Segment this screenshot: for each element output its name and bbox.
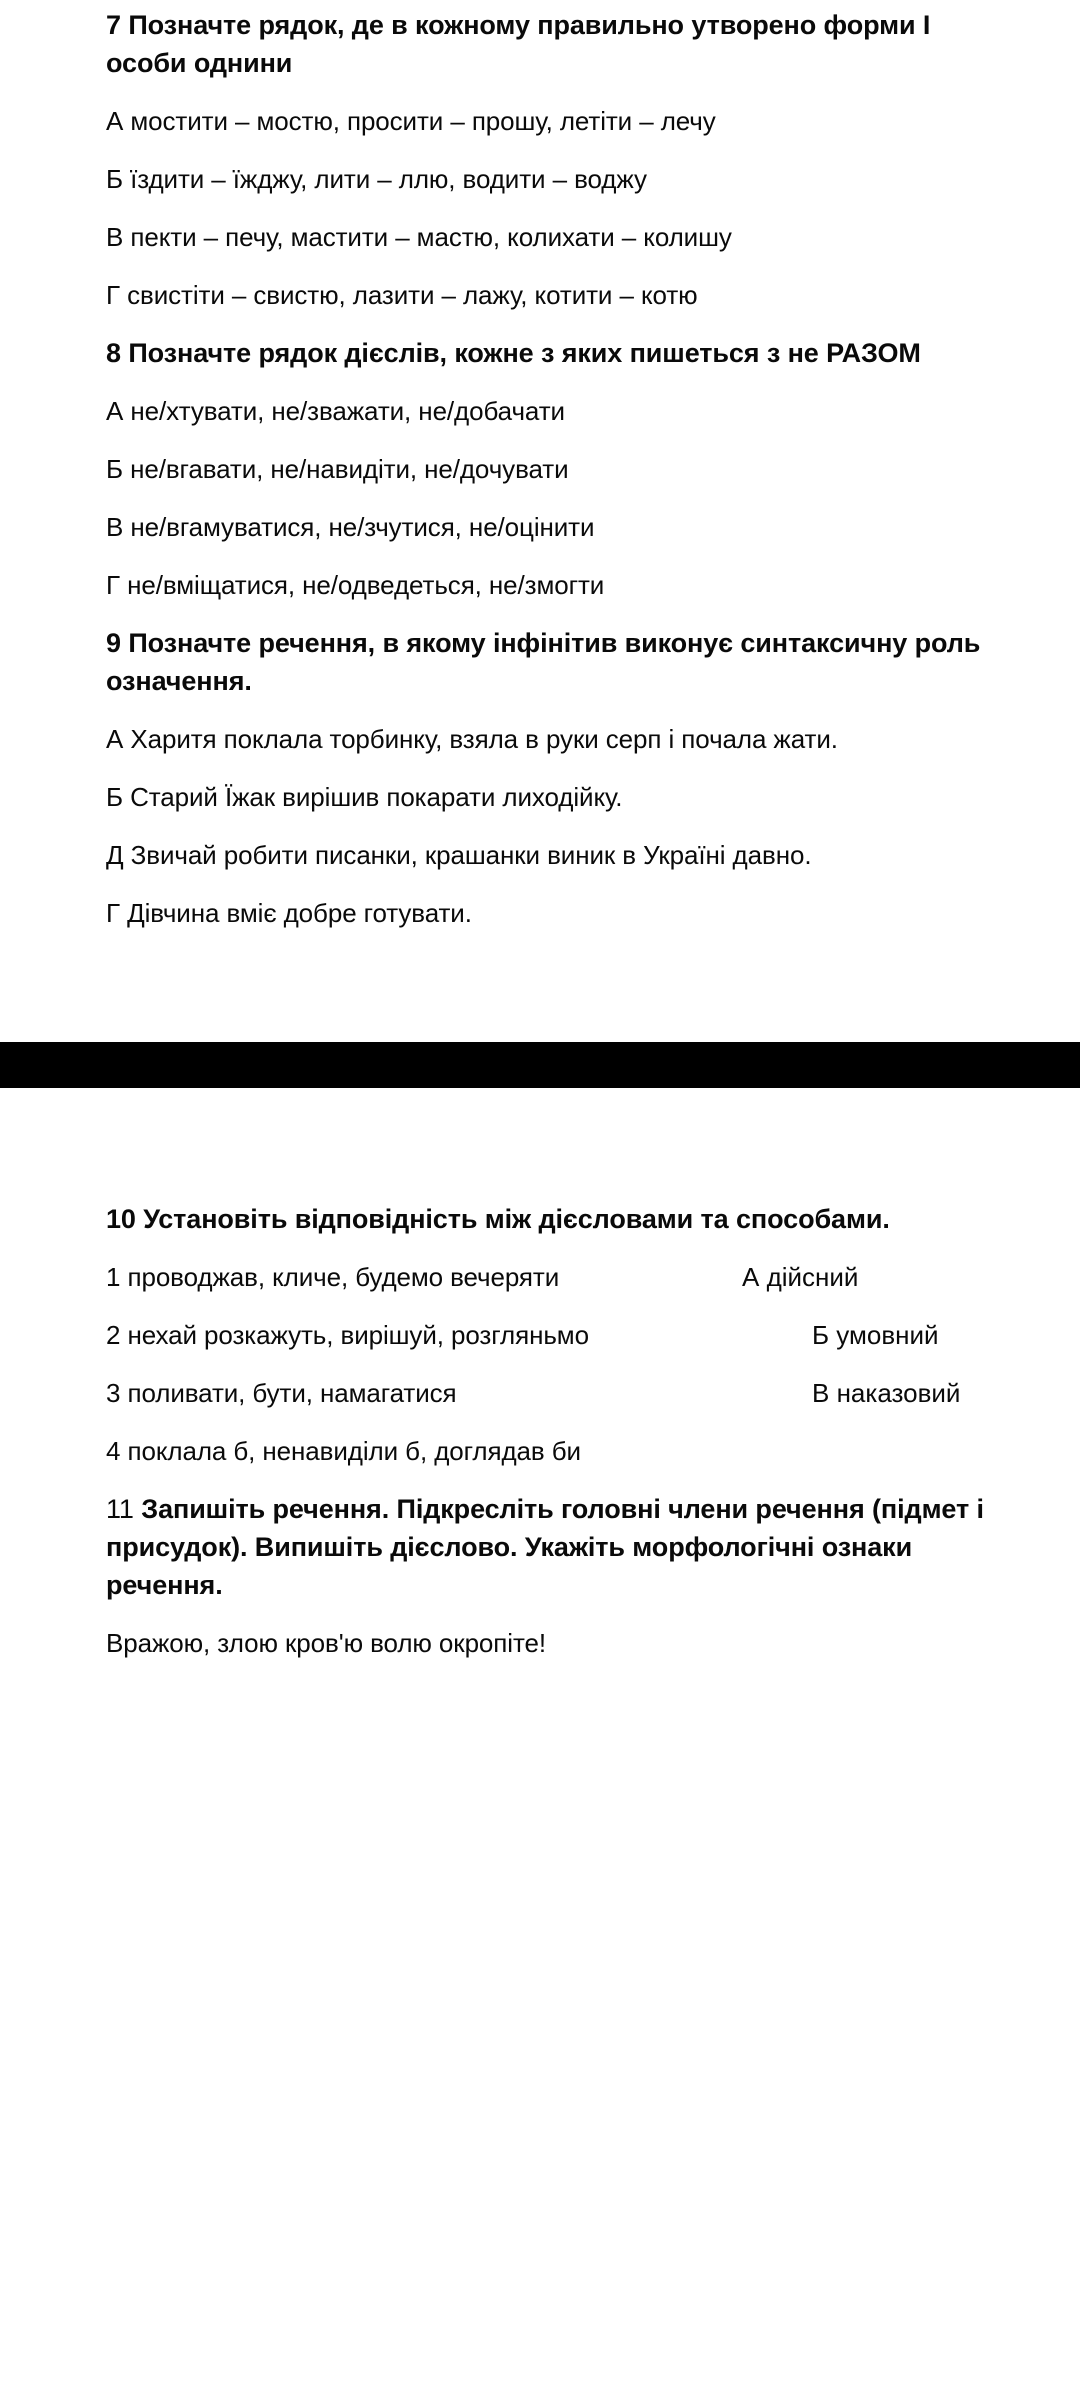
q7-title-line2: особи однини (106, 48, 293, 78)
q10-title-text: Установіть відповідність між дієсловами та способами. (143, 1204, 890, 1234)
q11-title-line1 (106, 1490, 984, 1528)
q9-title-line2: означення. (106, 666, 252, 696)
q11-title-line2: присудок). Випишіть дієслово. Укажіть морфологічні ознаки (106, 1532, 913, 1562)
q8-option-g: Г не/вміщатися, не/одведеться, не/змогти (106, 570, 605, 600)
q7-number: 7 (106, 10, 121, 40)
q8-option-a: А не/хтувати, не/зважати, не/добачати (106, 396, 565, 426)
q11-number: 11 (106, 1494, 134, 1524)
q8-title-text: Позначте рядок дієслів, кожне з яких пишеться з не РАЗОМ (128, 338, 921, 368)
q7-title-text: Позначте рядок, де в кожному правильно утворено форми І (128, 10, 931, 40)
q8-title (106, 334, 921, 372)
q10-number: 10 (106, 1204, 136, 1234)
q9-option-b: Б Старий Їжак вирішив покарати лиходійку. (106, 782, 623, 812)
q11-title-text: Запишіть речення. Підкресліть головні члени речення (підмет і (141, 1494, 984, 1524)
q7-option-a: А мостити – мостю, просити – прошу, летіти – лечу (106, 106, 716, 136)
page-section-top (0, 0, 1080, 1040)
q9-number: 9 (106, 628, 121, 658)
q9-option-d: Д Звичай робити писанки, крашанки виник в Україні давно. (106, 840, 812, 870)
q10-left-item-1: 1 проводжав, кличе, будемо вечеряти (106, 1262, 560, 1292)
q10-right-item-a: А дійсний (742, 1262, 859, 1292)
q11-title-line3: речення. (106, 1570, 223, 1600)
page-section-bottom (0, 1088, 1080, 2400)
q8-option-v: В не/вгамуватися, не/зчутися, не/оцінити (106, 512, 595, 542)
q10-left-item-2: 2 нехай розкажуть, вирішуй, розгляньмо (106, 1320, 589, 1350)
q7-option-v: В пекти – печу, мастити – мастю, колихати – колишу (106, 222, 732, 252)
q10-title (106, 1200, 890, 1238)
q8-option-b: Б не/вгавати, не/навидіти, не/дочувати (106, 454, 569, 484)
q10-right-item-b: Б умовний (812, 1320, 939, 1350)
q9-title-text: Позначте речення, в якому інфінітив виконує синтаксичну роль (128, 628, 981, 658)
q9-option-g: Г Дівчина вміє добре готувати. (106, 898, 472, 928)
q9-title-line1 (106, 624, 980, 662)
q11-sentence: Вражою, злою кров'ю волю окропіте! (106, 1628, 546, 1658)
q9-option-a: А Харитя поклала торбинку, взяла в руки серп і почала жати. (106, 724, 838, 754)
q7-option-b: Б їздити – їжджу, лити – ллю, водити – воджу (106, 164, 647, 194)
q10-left-item-4: 4 поклала б, ненавиділи б, доглядав би (106, 1436, 581, 1466)
q7-title-line1 (106, 6, 930, 44)
q8-number: 8 (106, 338, 121, 368)
q7-option-g: Г свистіти – свистю, лазити – лажу, котити – котю (106, 280, 698, 310)
page-divider-bar (0, 1042, 1080, 1088)
q10-left-item-3: 3 поливати, бути, намагатися (106, 1378, 457, 1408)
q10-right-item-v: В наказовий (812, 1378, 961, 1408)
